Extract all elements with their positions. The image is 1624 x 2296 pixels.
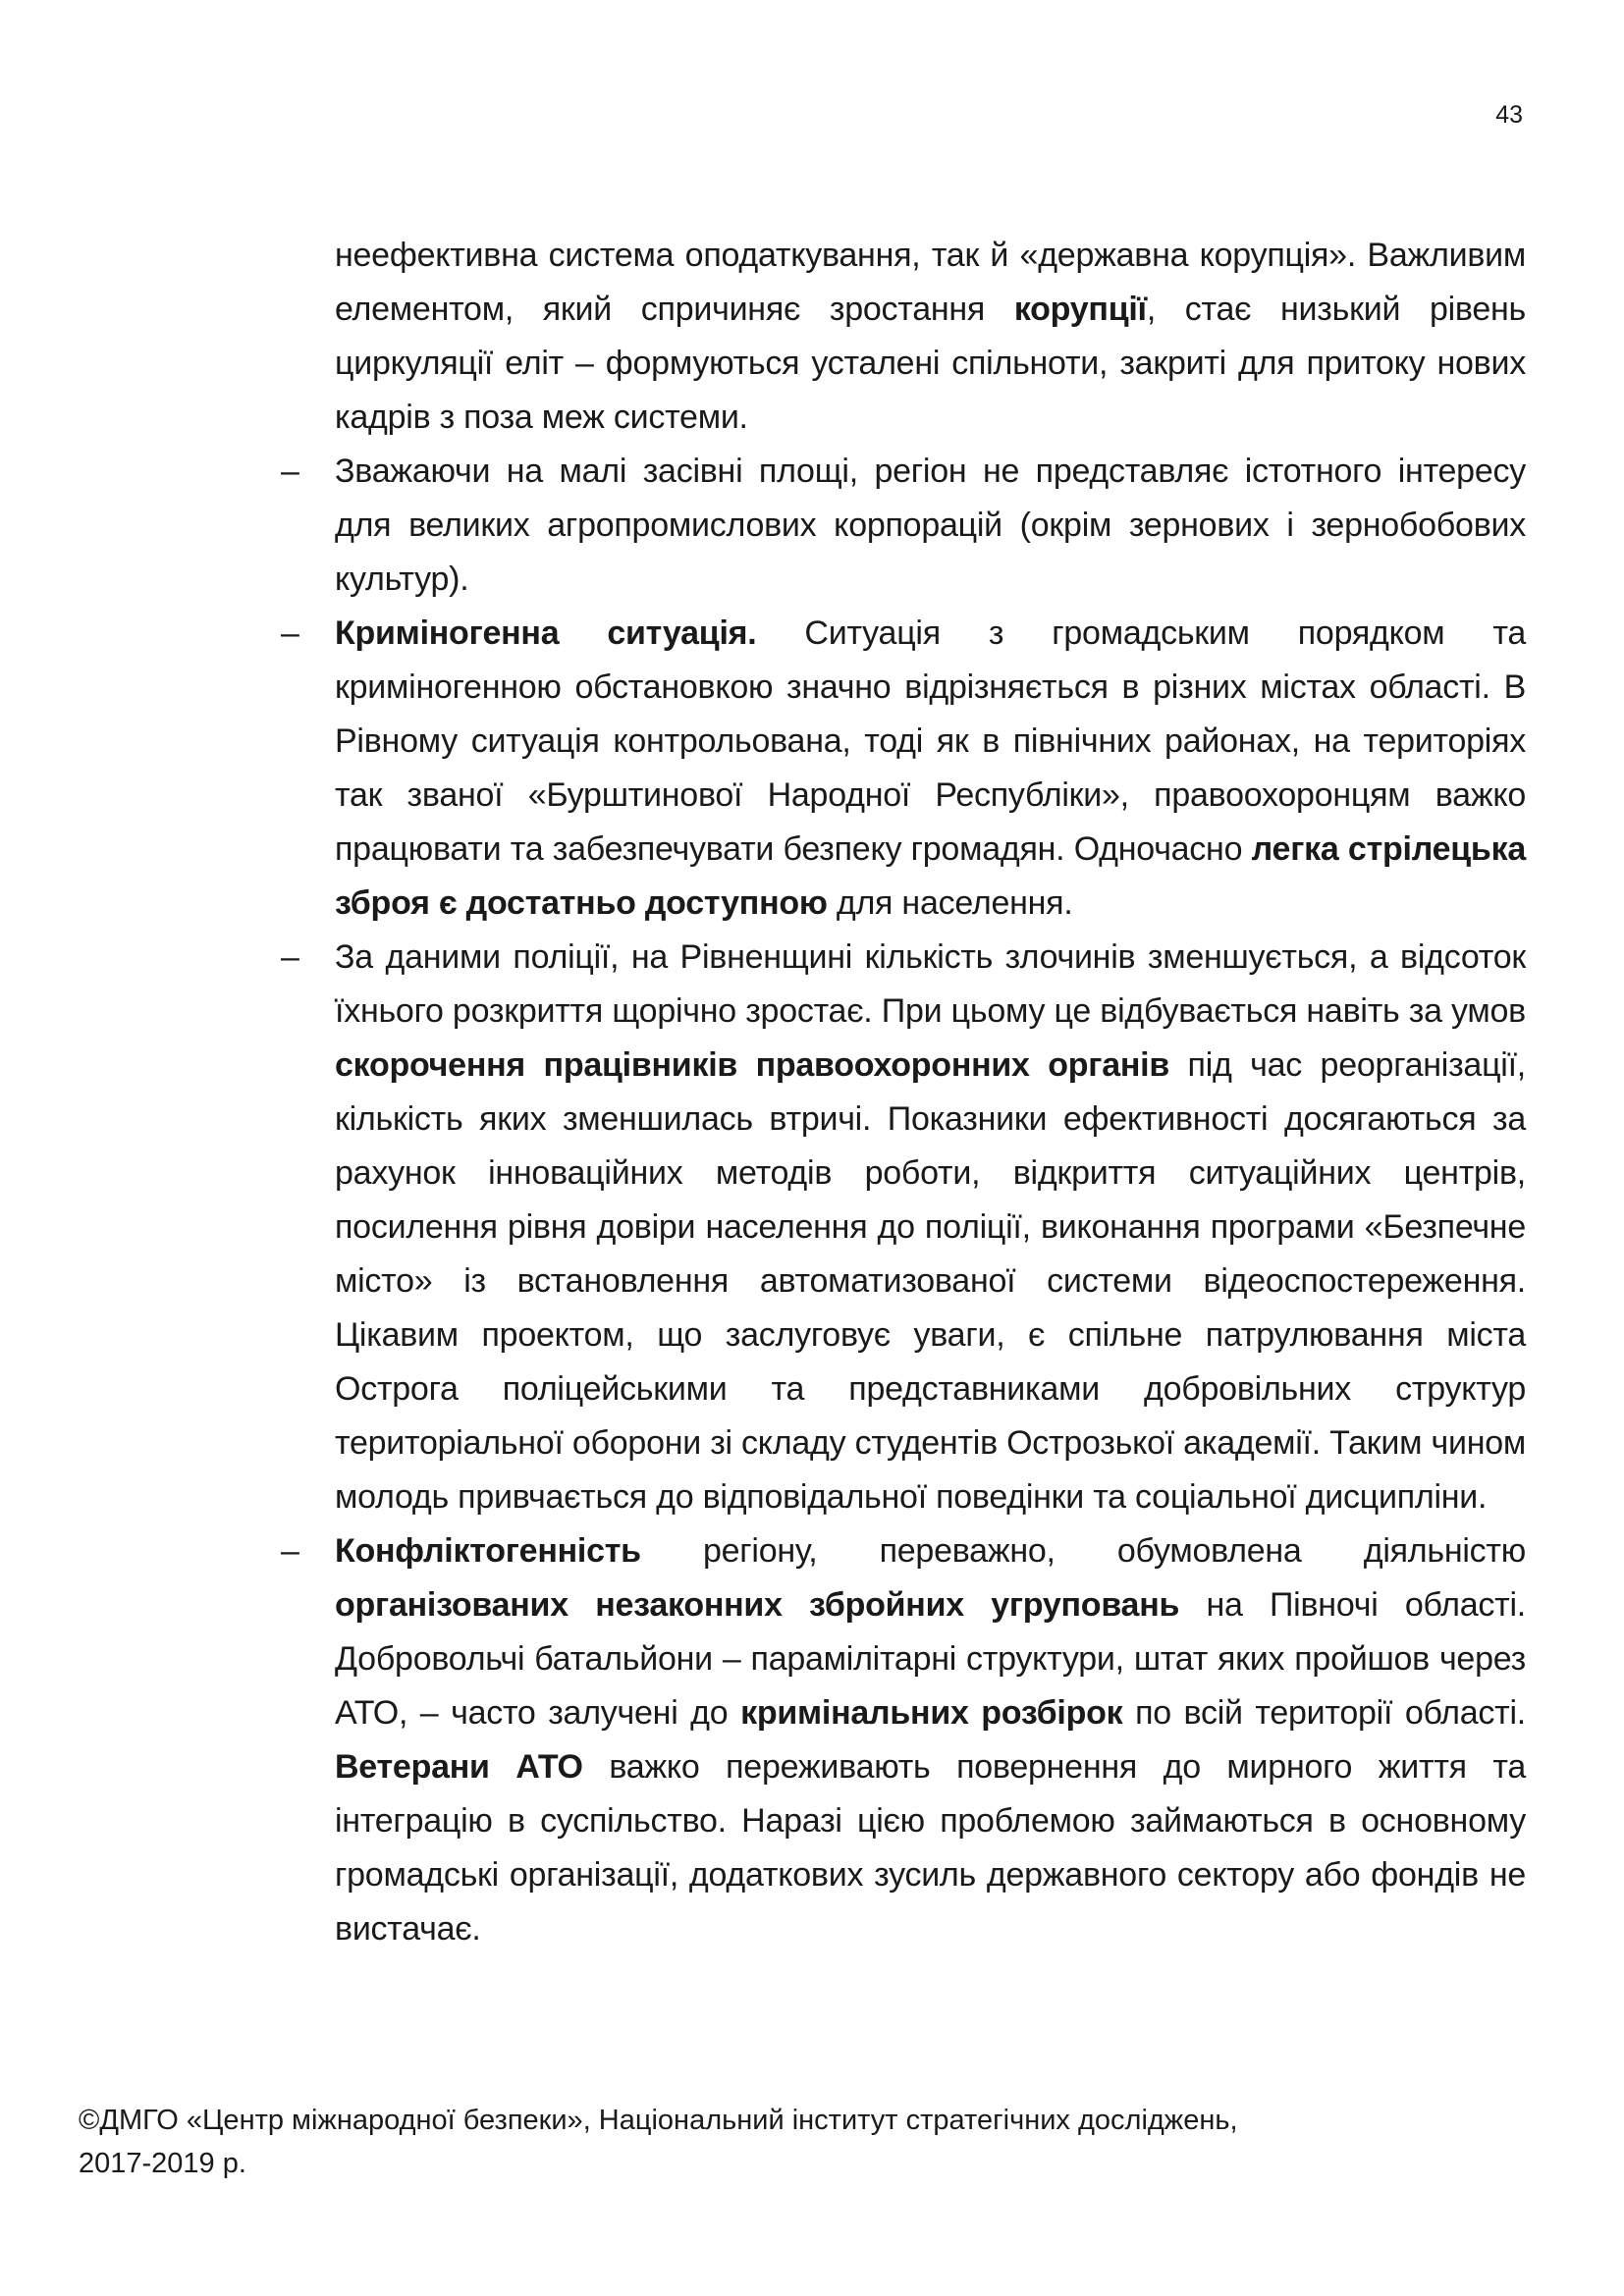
item-bold: кримінальних розбірок bbox=[740, 1694, 1123, 1732]
item-bold: скорочення працівників правоохоронних органів bbox=[335, 1046, 1169, 1084]
intro-text-3: , стає низький рівень циркуляції еліт – формуються усталені спільноти, закриті для притоку нових кадрів з поза меж системи. bbox=[335, 291, 1526, 436]
item-bold: Ветерани АТО bbox=[335, 1748, 583, 1786]
list-item bbox=[335, 607, 1526, 931]
intro-bold-1: корупції bbox=[1013, 291, 1147, 328]
item-text: Ситуація з громадським порядком та криміногенною обстановкою значно відрізняється в різних містах області. В Рівному ситуація контрольована, тоді як в північних районах, на територіях так званої «Бурштинової Народної Республіки», правоохоронцям важко працювати та забезпечувати безпеку громадян. Одночасно bbox=[335, 614, 1526, 868]
intro-text-2: Важливим елементом, який спричиняє зростання bbox=[335, 237, 1526, 328]
page-body bbox=[335, 229, 1526, 1956]
item-text: Зважаючи на малі засівні площі, регіон не представляє істотного інтересу для великих агропромислових корпорацій (окрім зернових і зернобобових культур). bbox=[335, 453, 1526, 598]
page-number: 43 bbox=[1495, 101, 1523, 129]
item-text: важко переживають повернення до мирного життя та інтеграцію в суспільство. Наразі цією проблемою займаються в основному громадські організації, додаткових зусиль державного сектору або фондів не вистачає. bbox=[335, 1748, 1526, 1948]
footer-copyright: ©ДМГО «Центр міжнародної безпеки», Національний інститут стратегічних досліджень, bbox=[79, 2105, 1238, 2136]
item-bold: Криміногенна ситуація. bbox=[335, 614, 757, 652]
page-footer bbox=[79, 2099, 1532, 2185]
intro-paragraph bbox=[335, 229, 1526, 445]
item-text: для населення. bbox=[827, 884, 1073, 922]
item-text: під час реорганізації, кількість яких зменшилась втричі. Показники ефективності досягаються за рахунок інноваційних методів роботи, відкриття ситуаційних центрів, посилення рівня довіри населення до поліції, виконання програми «Безпечне місто» із встановлення автоматизованої системи відеоспостереження. Цікавим проектом, що заслуговує уваги, є спільне патрулювання міста Острога поліцейськими та представниками добровільних структур територіальної оборони зі складу студентів Острозької академії. Таким чином молодь привчається до відповідальної поведінки та соціальної дисципліни. bbox=[335, 1046, 1527, 1516]
footer-years: 2017-2019 р. bbox=[79, 2148, 246, 2179]
item-text: регіону, переважно, обумовлена діяльністю bbox=[640, 1532, 1526, 1570]
item-text: по всій території області. bbox=[1122, 1694, 1526, 1732]
list-item bbox=[335, 445, 1526, 607]
item-bold: Конфліктогенність bbox=[335, 1532, 641, 1570]
intro-text-1: неефективна система оподаткування, так й «державна корупція». bbox=[335, 237, 1357, 274]
list-item bbox=[335, 1524, 1526, 1956]
item-bold: організованих незаконних збройних угруповань bbox=[335, 1586, 1180, 1624]
item-text: За даними поліції, на Рівненщині кількість злочинів зменшується, а відсоток їхнього розкриття щорічно зростає. При цьому це відбувається навіть за умов bbox=[335, 938, 1526, 1030]
list-item bbox=[335, 931, 1526, 1524]
bullet-list bbox=[335, 445, 1526, 1956]
item-bold: легка стрілецька зброя є достатньо доступною bbox=[335, 830, 1526, 922]
item-text: на Півночі області. Добровольчі батальйони – парамілітарні структури, штат яких пройшов через АТО, – часто залучені до bbox=[335, 1586, 1526, 1732]
